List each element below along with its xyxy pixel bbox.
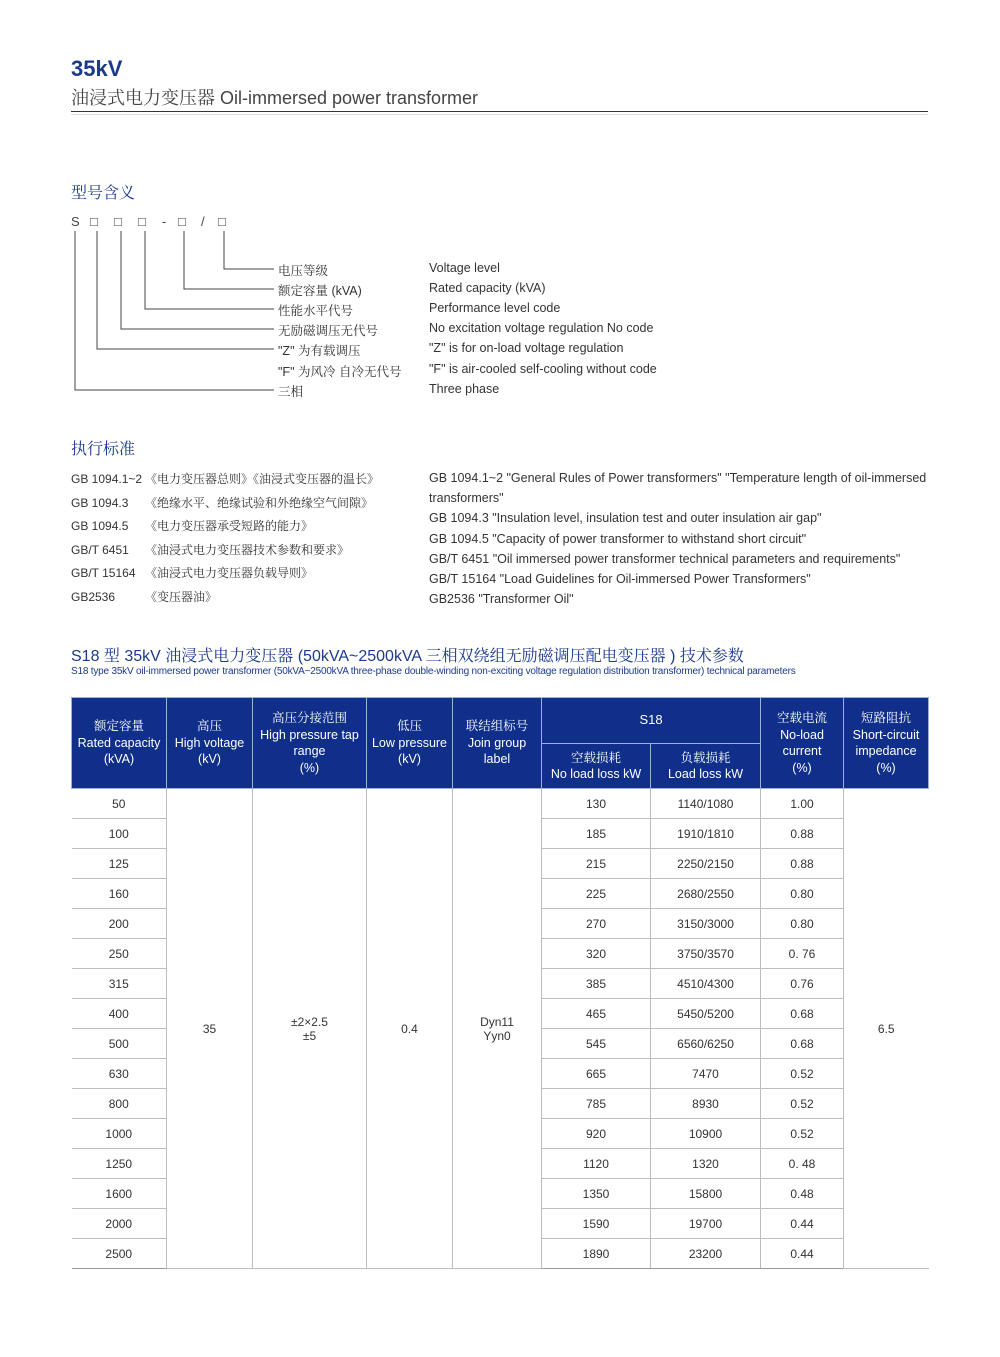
cell-no-load-current: 0.88 (761, 819, 844, 849)
standard-cn-item (71, 588, 217, 605)
standard-cn-item (71, 564, 313, 581)
header-impedance (844, 698, 929, 789)
connector-line (184, 231, 274, 289)
header-line: Low pressure (371, 735, 448, 750)
connector-line (145, 231, 274, 309)
code-part: □ (218, 214, 226, 229)
header-line: 空载损耗 (570, 750, 621, 765)
code-part: - (162, 214, 167, 229)
standard-code: GB 1094.3 (71, 496, 129, 510)
header-line: (%) (876, 760, 896, 775)
cell-no-load-current: 0. 48 (761, 1149, 844, 1179)
code-part: □ (114, 214, 122, 229)
cell-capacity: 1600 (72, 1179, 167, 1209)
standard-en-item: GB/T 6451 "Oil immersed power transformer technical parameters and requirements" (429, 551, 901, 566)
standard-code: GB/T 15164 (71, 566, 136, 580)
header-line: 低压 (396, 719, 422, 734)
cell-load-loss: 3750/3570 (651, 939, 761, 969)
header-join-group (453, 698, 542, 789)
cell-no-load-loss: 225 (542, 879, 651, 909)
header-line: No load loss kW (550, 767, 642, 781)
header-line: 短路阻抗 (861, 711, 912, 725)
header-no-load-loss (542, 744, 651, 789)
header-line: label (483, 752, 511, 767)
header-line: (%) (792, 760, 812, 775)
standard-name: 《电力变压器承受短路的能力》 (145, 519, 314, 533)
standard-name: 《电力变压器总则》《油浸式变压器的温长》 (145, 472, 380, 486)
cell-capacity: 200 (72, 909, 167, 939)
standard-en-item: GB 1094.3 "Insulation level, insulation test and outer insulation air gap" (429, 511, 822, 526)
standard-cn-item (71, 517, 313, 534)
join-group-line: Dyn11 (480, 1014, 514, 1029)
page-title: 35kV (71, 56, 123, 81)
header-line: 负载损耗 (680, 750, 731, 765)
header-s18: S18 (542, 698, 761, 744)
cell-load-loss: 3150/3000 (651, 909, 761, 939)
standard-en-item: GB 1094.5 "Capacity of power transformer to withstand short circuit" (429, 531, 807, 546)
model-item-en: "Z" is for on-load voltage regulation (429, 341, 624, 355)
cell-load-loss: 5450/5200 (651, 999, 761, 1029)
header-line: 高压分接范围 (271, 711, 347, 725)
code-part: S (71, 214, 80, 229)
cell-load-loss: 19700 (651, 1209, 761, 1239)
cell-no-load-current: 0.52 (761, 1059, 844, 1089)
header-tap-range (253, 698, 367, 789)
table-subtitle: S18 type 35kV oil-immersed power transformer (50kVA~2500kVA three-phase double-winding non-exciting voltage regulation distribution transformer) technical parameters (71, 666, 796, 677)
standard-code: GB2536 (71, 590, 116, 604)
cell-no-load-loss: 385 (542, 969, 651, 999)
standard-name: 《变压器油》 (145, 590, 218, 604)
cell-no-load-current: 0.80 (761, 909, 844, 939)
cell-capacity: 50 (72, 789, 167, 819)
cell-load-loss: 10900 (651, 1119, 761, 1149)
cell-no-load-current: 0.88 (761, 849, 844, 879)
cell-no-load-loss: 465 (542, 999, 651, 1029)
standards-title: 执行标准 (71, 441, 136, 458)
header-load-loss (651, 744, 761, 789)
header-divider-light (71, 114, 928, 115)
cell-no-load-current: 0.76 (761, 969, 844, 999)
cell-no-load-current: 0.44 (761, 1239, 844, 1269)
cell-join-group (453, 789, 542, 1269)
cell-impedance: 6.5 (844, 789, 929, 1269)
model-code-diagram (71, 225, 281, 395)
cell-load-loss: 7470 (651, 1059, 761, 1089)
cell-no-load-loss: 785 (542, 1089, 651, 1119)
connector-line (97, 231, 274, 349)
header-no-load-current (761, 698, 844, 789)
cell-no-load-current: 1.00 (761, 789, 844, 819)
header-line: range (293, 744, 326, 758)
cell-load-loss: 2680/2550 (651, 879, 761, 909)
cell-load-loss: 1320 (651, 1149, 761, 1179)
cell-no-load-loss: 920 (542, 1119, 651, 1149)
cell-capacity: 125 (72, 849, 167, 879)
cell-capacity: 315 (72, 969, 167, 999)
cell-no-load-loss: 1350 (542, 1179, 651, 1209)
cell-load-loss: 8930 (651, 1089, 761, 1119)
cell-capacity: 630 (72, 1059, 167, 1089)
cell-load-loss: 4510/4300 (651, 969, 761, 999)
cell-no-load-loss: 1890 (542, 1239, 651, 1269)
cell-load-loss: 1140/1080 (651, 789, 761, 819)
header-line: Rated capacity (77, 735, 161, 750)
header-line: (kV) (198, 752, 221, 767)
model-item-en: No excitation voltage regulation No code (429, 321, 654, 335)
standard-en-item: GB/T 15164 "Load Guidelines for Oil-immersed Power Transformers" (429, 572, 811, 587)
cell-no-load-loss: 320 (542, 939, 651, 969)
header-line: (kV) (398, 752, 421, 767)
standard-name: 《油浸式电力变压器技术参数和要求》 (145, 543, 350, 557)
cell-no-load-current: 0.44 (761, 1209, 844, 1239)
standard-code: GB 1094.1~2 (71, 472, 143, 486)
header-line: High voltage (174, 735, 245, 750)
cell-no-load-loss: 130 (542, 789, 651, 819)
header-low-voltage (367, 698, 453, 789)
standard-code: GB/T 6451 (71, 543, 129, 557)
table-row (72, 789, 929, 819)
header-line: Load loss kW (667, 767, 744, 781)
cell-no-load-current: 0.52 (761, 1089, 844, 1119)
connector-line (121, 231, 274, 329)
cell-capacity: 1250 (72, 1149, 167, 1179)
spec-table (71, 697, 929, 1269)
header-line: 高压 (196, 719, 222, 734)
header-rated-capacity (72, 698, 167, 789)
header-divider (71, 111, 928, 112)
standard-en-item: GB2536 "Transformer Oil" (429, 592, 574, 607)
header-line: 空载电流 (777, 711, 828, 725)
cell-no-load-current: 0.68 (761, 1029, 844, 1059)
model-item-en: Three phase (429, 382, 500, 396)
header-high-voltage (167, 698, 253, 789)
cell-capacity: 250 (72, 939, 167, 969)
model-item-en: "F" is air-cooled self-cooling without code (429, 362, 657, 376)
cell-capacity: 400 (72, 999, 167, 1029)
cell-capacity: 100 (72, 819, 167, 849)
header-line: 额定容量 (93, 719, 144, 734)
cell-capacity: 1000 (72, 1119, 167, 1149)
code-part: / (201, 214, 205, 229)
join-group-line: Yyn0 (483, 1028, 511, 1043)
model-item-cn: 性能水平代号 (278, 304, 354, 318)
cell-capacity: 500 (72, 1029, 167, 1059)
cell-load-loss: 1910/1810 (651, 819, 761, 849)
header-line: No-load (780, 727, 824, 742)
table-title: S18 型 35kV 油浸式电力变压器 (50kVA~2500kVA 三相双绕组无励磁调压配电变压器 ) 技术参数 (71, 648, 744, 665)
cell-no-load-loss: 545 (542, 1029, 651, 1059)
model-item-cn: 三相 (278, 385, 304, 399)
cell-capacity: 2000 (72, 1209, 167, 1239)
cell-high-voltage: 35 (167, 789, 253, 1269)
standard-name: 《绝缘水平、绝缘试验和外绝缘空气间隙》 (145, 496, 374, 510)
cell-no-load-current: 0.52 (761, 1119, 844, 1149)
code-part: □ (138, 214, 146, 229)
tap-range-line: ±5 (302, 1028, 317, 1043)
cell-no-load-loss: 1120 (542, 1149, 651, 1179)
cell-no-load-loss: 1590 (542, 1209, 651, 1239)
model-item-en: Rated capacity (kVA) (429, 281, 546, 295)
header-line: current (782, 744, 822, 758)
code-part: □ (178, 214, 186, 229)
cell-capacity: 2500 (72, 1239, 167, 1269)
cell-load-loss: 23200 (651, 1239, 761, 1269)
cell-no-load-loss: 185 (542, 819, 651, 849)
cell-no-load-loss: 270 (542, 909, 651, 939)
standard-en-item: GB 1094.1~2 "General Rules of Power transformers" "Temperature length of oil-immersed transformers" (429, 471, 927, 506)
cell-no-load-current: 0.48 (761, 1179, 844, 1209)
cell-tap-range (253, 789, 367, 1269)
model-item-cn: 额定容量 (kVA) (278, 284, 362, 298)
cell-no-load-loss: 215 (542, 849, 651, 879)
cell-load-loss: 2250/2150 (651, 849, 761, 879)
standard-cn-item (71, 541, 349, 558)
connector-line (224, 231, 274, 269)
connector-line (75, 231, 274, 390)
header-line: Short-circuit (852, 727, 920, 742)
model-item-cn: "Z" 为有载调压 (278, 344, 361, 358)
code-part: □ (90, 214, 98, 229)
cell-no-load-loss: 665 (542, 1059, 651, 1089)
model-meaning-title: 型号含义 (71, 185, 136, 202)
model-item-cn: "F" 为风冷 自冷无代号 (278, 365, 402, 379)
standard-cn-item (71, 494, 373, 511)
cell-no-load-current: 0. 76 (761, 939, 844, 969)
cell-capacity: 160 (72, 879, 167, 909)
header-line: impedance (855, 744, 917, 758)
cell-no-load-current: 0.80 (761, 879, 844, 909)
model-item-en: Performance level code (429, 301, 561, 315)
header-line: High pressure tap (260, 727, 359, 742)
model-item-en: Voltage level (429, 261, 500, 275)
header-line: 联结组标号 (465, 719, 529, 734)
page-subtitle: 油浸式电力变压器 Oil-immersed power transformer (71, 88, 479, 108)
standards-en-list (429, 468, 934, 609)
header-line: (kVA) (103, 752, 135, 767)
cell-low-voltage: 0.4 (367, 789, 453, 1269)
cell-load-loss: 15800 (651, 1179, 761, 1209)
header-line: (%) (299, 760, 320, 775)
standard-cn-item (71, 470, 379, 487)
header-line: Join group (467, 735, 527, 750)
cell-capacity: 800 (72, 1089, 167, 1119)
cell-load-loss: 6560/6250 (651, 1029, 761, 1059)
cell-no-load-current: 0.68 (761, 999, 844, 1029)
model-item-cn: 电压等级 (278, 264, 329, 278)
standard-code: GB 1094.5 (71, 519, 129, 533)
tap-range-line: ±2×2.5 (291, 1014, 328, 1029)
standard-name: 《油浸式电力变压器负载导则》 (145, 566, 314, 580)
model-item-cn: 无励磁调压无代号 (278, 324, 379, 338)
